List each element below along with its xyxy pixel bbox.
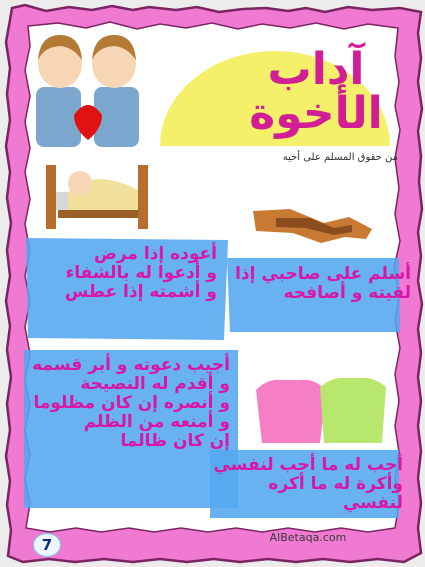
shirts-illustration xyxy=(248,370,398,452)
bed-illustration xyxy=(38,147,158,237)
site-footer: AlBetaqa.com xyxy=(269,531,347,544)
twins-illustration xyxy=(26,25,161,155)
greeting-text: أسلم على صاحبي إذا لقيته و أصافحه xyxy=(235,264,411,304)
subtitle: من حقوق المسلم على أخيه xyxy=(282,152,398,163)
advice-text: أجيب دعوته و أبر قسمه و أقدم له النصيحة و أنصره إن كان مظلوما و أمنعه من الظلم إن كان ظالما xyxy=(32,355,230,452)
handshake-illustration xyxy=(248,183,378,258)
visit-sick-text: أعوده إذا مرض و أدعوا له بالشفاء و أشمته إذا عطس xyxy=(64,244,217,303)
page-title: آداب الأخوة xyxy=(249,44,383,139)
love-text: أحب له ما أحب لنفسي وأكرة له ما أكره لنفسي xyxy=(213,455,403,514)
page-number-badge: 7 xyxy=(33,533,61,557)
